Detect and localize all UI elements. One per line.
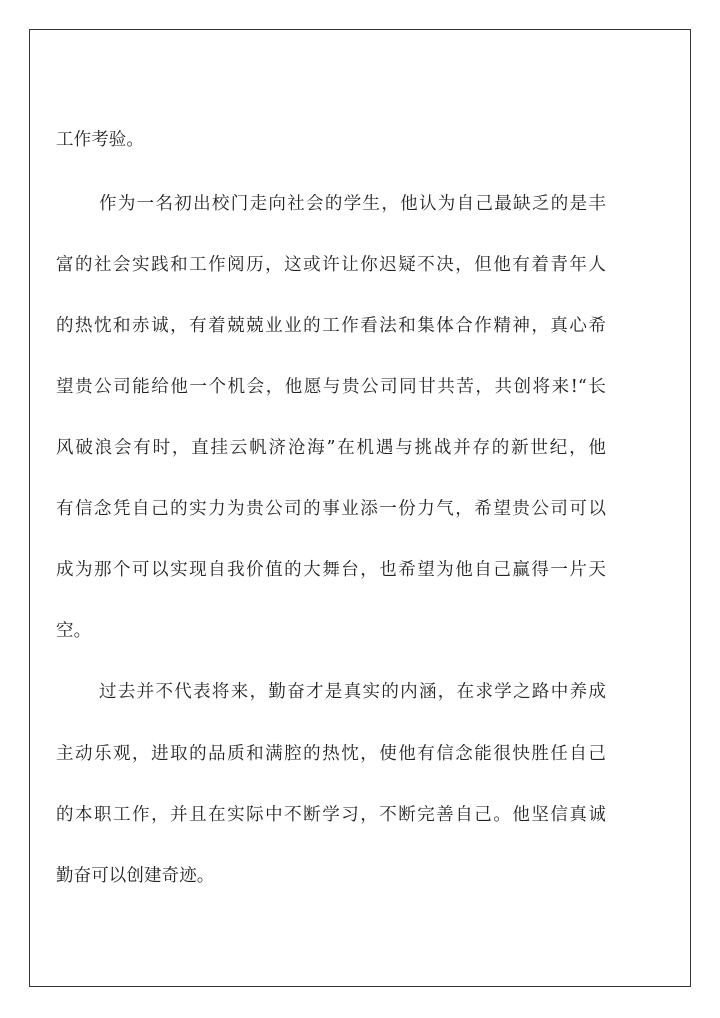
text-line: 空。	[56, 621, 92, 641]
text-line: 成为那个可以实现自我价值的大舞台，也希望为他自己赢得一片天	[56, 560, 606, 580]
text-line: 勤奋可以创建奇迹。	[56, 866, 215, 886]
text-line: 工作考验。	[56, 130, 144, 150]
text-line: 富的社会实践和工作阅历，这或许让你迟疑不决，但他有着青年人	[56, 255, 606, 275]
text-line: 主动乐观，进取的品质和满腔的热忱，使他有信念能很快胜任自己	[56, 744, 606, 764]
paragraph-first-line: 过去并不代表将来，勤奋才是真实的内涵，在求学之路中养成	[99, 682, 606, 702]
paragraph-first-line: 作为一名初出校门走向社会的学生，他认为自己最缺乏的是丰	[99, 194, 606, 214]
text-line: 望贵公司能给他一个机会，他愿与贵公司同甘共苦，共创将来!“长	[56, 377, 606, 397]
text-line: 有信念凭自己的实力为贵公司的事业添一份力气，希望贵公司可以	[56, 499, 606, 519]
text-line: 的本职工作，并且在实际中不断学习，不断完善自己。他坚信真诚	[56, 805, 606, 825]
text-line: 风破浪会有时，直挂云帆济沧海”在机遇与挑战并存的新世纪，他	[56, 438, 606, 458]
text-line: 的热忱和赤诚，有着兢兢业业的工作看法和集体合作精神，真心希	[56, 316, 606, 336]
